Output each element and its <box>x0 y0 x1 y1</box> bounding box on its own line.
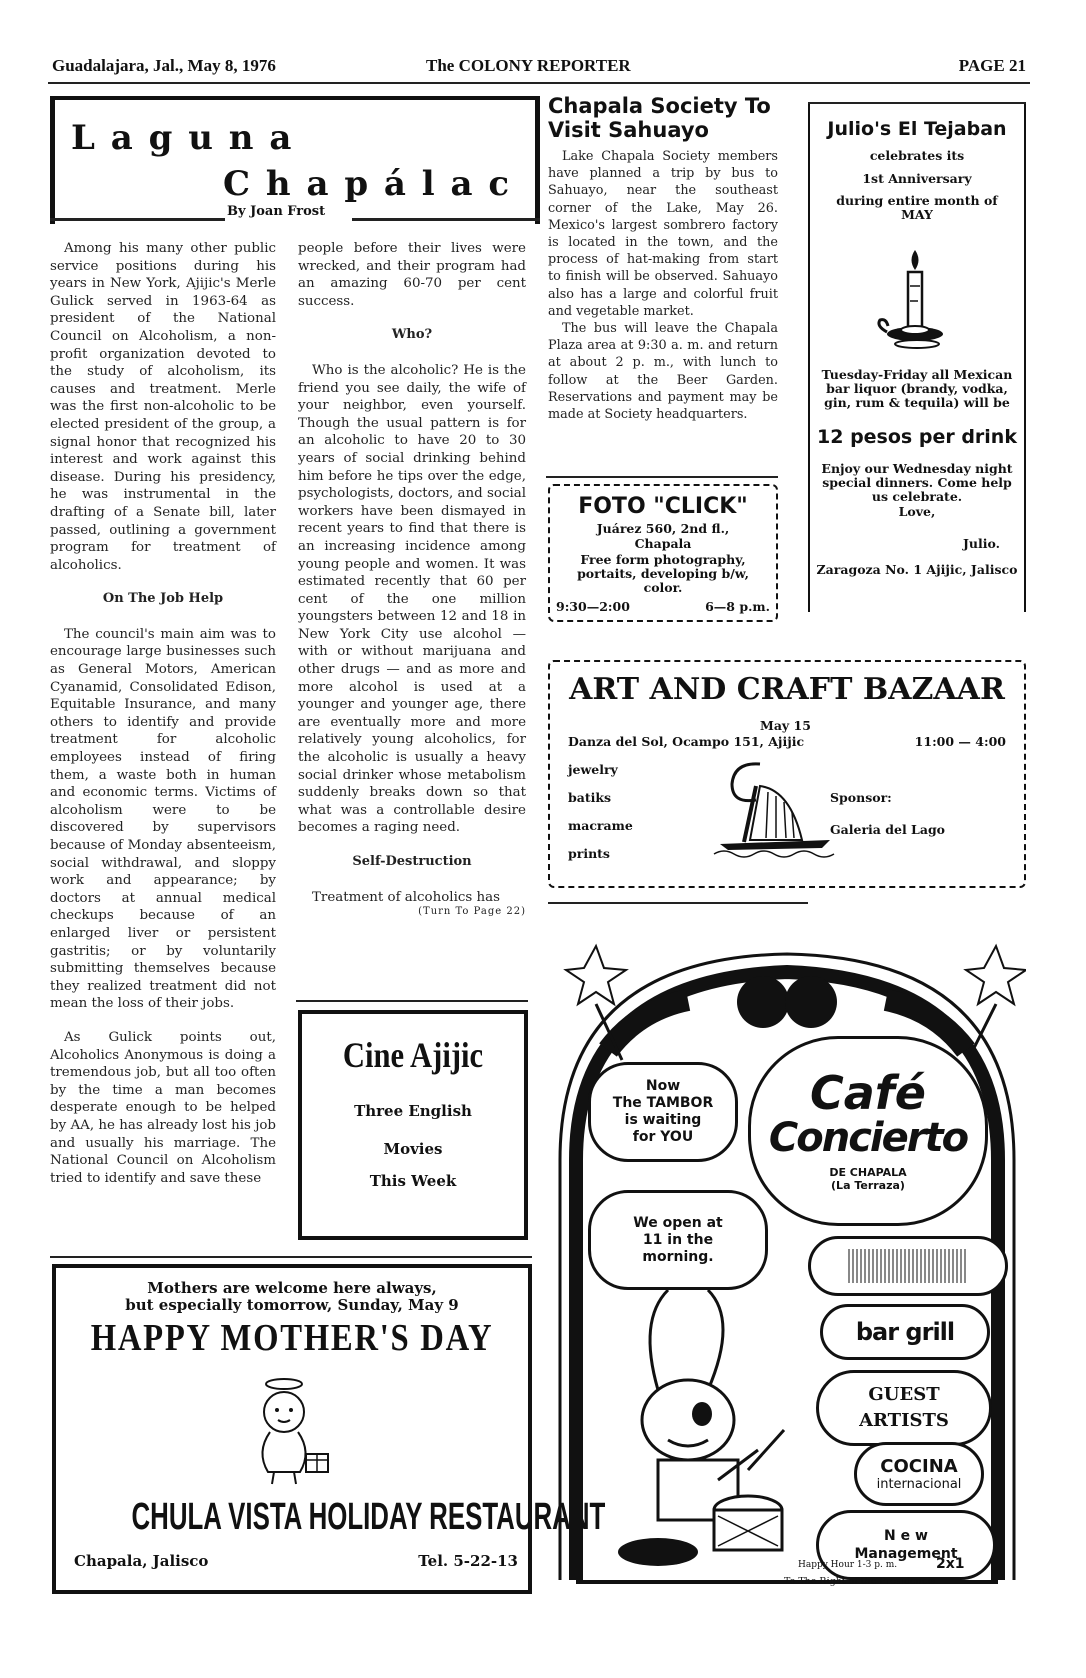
bazaar-ad <box>548 660 1026 888</box>
two-for-one: 2x1 <box>936 1556 965 1572</box>
mothers-intro-1: Mothers are welcome here always, <box>147 1279 437 1297</box>
restaurant-name: CHULA VISTA HOLIDAY RESTAURANT <box>131 1496 606 1538</box>
article-paragraph: Lake Chapala Society members have planned a trip by bus to Sahuayo, near the southeast corner of the Lake, May 26. Mexico's largest sombrero factory is located in the town, and the process of hat-making from start to finish will be observed. Sahuayo also has a large and colorful fruit and vegetable market. <box>548 149 778 319</box>
cafe-directions: To The Right of the Presidencia <box>784 1576 936 1587</box>
subhead-on-the-job: On The Job Help <box>102 591 224 607</box>
byline: By Joan Frost <box>227 204 326 219</box>
happy-hour: Happy Hour 1-3 p. m. <box>798 1560 898 1570</box>
masthead <box>52 56 1026 78</box>
bazaar-item: jewelry <box>568 762 618 777</box>
article-paragraph: people before their lives were wrecked, and their program had an amazing 60-70 per cent success. <box>298 241 526 309</box>
bazaar-sponsor-label: Sponsor: <box>830 790 892 805</box>
tejaban-promo: Tuesday-Friday all Mexican bar liquor (brandy, vodka, gin, rum & tequila) will be <box>821 367 1013 410</box>
restaurant-location: Chapala, Jalisco <box>74 1552 209 1570</box>
tejaban-price: 12 pesos per drink <box>817 426 1017 448</box>
foto-services: Free form photography, portaits, developing b/w, color. <box>577 552 749 595</box>
foto-hours-am: 9:30—2:00 <box>556 599 630 614</box>
bazaar-item: batiks <box>568 790 612 805</box>
cine-line3: This Week <box>369 1172 457 1190</box>
bazaar-item: prints <box>568 846 610 861</box>
bubble-text: N e w <box>884 1528 928 1544</box>
bubble-text: Now <box>645 1078 681 1094</box>
speech-bubble-guest-artists <box>816 1370 992 1446</box>
tejaban-ad <box>808 104 1026 612</box>
mothers-intro-2: but especially tomorrow, Sunday, May 9 <box>125 1296 459 1314</box>
sailboat-logo-icon <box>710 760 840 860</box>
cine-ajijic-ad <box>298 1010 528 1240</box>
tejaban-line3: during entire month of <box>836 193 998 208</box>
mothers-day-ad <box>52 1264 606 1594</box>
mothers-headline: HAPPY MOTHER'S DAY <box>90 1317 494 1359</box>
cine-line1: Three English <box>354 1102 472 1120</box>
article-paragraph: Who is the alcoholic? He is the friend you see daily, the wife of your neighbor, even yourself. Though the usual pattern is for an alcoholic to have 20 to 30 years of social drinking behind him before he tips over the edge, psychologists, doctors, and social workers have been dismayed in recent years to find that there is an increasing incidence among young people and women. It was estimated recently that 60 per cent of the one million youngsters between 12 and 18 in New York City use alcohol — with or without marijuana and other drugs — and as more and more alcohol is used at a younger and younger age, there are eventually more and more relatively young alcoholics, for the alcoholic is usually a heavy social drinker whose metabolism suddenly breaks down so that what was a controllable desire becomes a raging need. <box>298 362 526 836</box>
cine-line2: Movies <box>383 1140 443 1158</box>
subhead-self-destruction: Self-Destruction <box>352 854 472 869</box>
byline-rule-left <box>50 218 225 221</box>
column-title-line1: L a g u n a <box>71 118 294 158</box>
tejaban-signature: Julio. <box>963 536 1000 551</box>
bubble-text: The TAMBOR <box>612 1095 714 1111</box>
paper-name: The COLONY REPORTER <box>426 56 631 75</box>
bazaar-location: Danza del Sol, Ocampo 151, Ajijic <box>568 734 805 749</box>
mothers-top-rule <box>50 1256 532 1258</box>
article-paragraph: As Gulick points out, Alcoholics Anonymous is doing a tremendous job, but all too often by the time a man becomes desperate enough to be helped by AA, he has already lost his job and usually his marriage. The National Council on Alcoholism tried to identify and save these <box>50 1029 276 1186</box>
dateline: Guadalajara, Jal., May 8, 1976 <box>52 56 276 75</box>
bazaar-date: May 15 <box>760 718 811 733</box>
article-column-2 <box>298 240 526 918</box>
tejaban-address: Zaragoza No. 1 Ajijic, Jalisco <box>816 562 1018 577</box>
cherub-illustration <box>226 1372 366 1492</box>
article-paragraph: The council's main aim was to encourage large businesses such as General Motors, American Cyanamid, Consolidated Edison, Equitable Insurance, and many others to identify and provide treatment for alcoholic employees instead of firing them, a waste both in human and economic terms. Victims of alcoholism were to be discovered by supervisors because of Monday absenteeism, social withdrawal, and sloppy work and appearance; by doctors at annual medical checkups because of an enlarged liver or persistent gastritis; or by voluntarily submitting themselves because they realized treatment did not mean the loss of their jobs. <box>50 626 276 1012</box>
speech-bubble-illegible <box>808 1236 1008 1296</box>
cafe-logo-cloud <box>748 1036 988 1226</box>
speech-bubble-open <box>588 1190 768 1290</box>
bubble-text: ARTISTS <box>859 1410 949 1431</box>
bubble-text: is waiting <box>624 1112 702 1128</box>
chapala-end-rule <box>546 476 778 478</box>
tejaban-dinners: Enjoy our Wednesday night special dinners. Come help us celebrate. <box>821 461 1013 504</box>
speech-bubble-bar-grill <box>820 1304 990 1360</box>
cafe-logo-line1: Café <box>809 1066 926 1120</box>
illegible-text <box>848 1249 968 1283</box>
foto-hours-pm: 6—8 p.m. <box>705 599 770 614</box>
chapala-society-article <box>548 148 778 423</box>
cafe-sub1: DE CHAPALA <box>829 1166 907 1179</box>
bazaar-hours: 11:00 — 4:00 <box>914 734 1006 749</box>
article-paragraph: Treatment of alcoholics has <box>312 889 500 905</box>
bubble-text: Management <box>854 1546 958 1562</box>
bazaar-title: ART AND CRAFT BAZAAR <box>569 672 1005 707</box>
cocina-sub: internacional <box>876 1477 962 1492</box>
restaurant-phone: Tel. 5-22-13 <box>418 1552 518 1570</box>
cafe-concierto-ad <box>548 940 1026 1600</box>
foto-click-ad <box>548 484 778 622</box>
page-number: PAGE 21 <box>958 56 1026 75</box>
tejaban-line4: MAY <box>901 207 933 222</box>
cocina-text: COCINA <box>880 1456 958 1477</box>
column-end-rule <box>296 1000 528 1002</box>
article-paragraph: Among his many other public service positions during his years in New York, Ajijic's Merle Gulick served in 1963-64 as president of the National Council on Alcoholism, a non-profit organization devoted to the study of alcoholism, its causes and treatment. Merle was the first non-alcoholic to be elected president of the group, a signal honor that recognized his interest and work against this disease. During his presidency, he was instrumental in the drafting of a Senate bill, later passed, outlining a government program for treatment of alcoholics. <box>50 241 276 573</box>
chapala-society-headline: Chapala Society To Visit Sahuayo <box>548 94 771 142</box>
jump-line[interactable]: (Turn To Page 22) <box>418 906 526 918</box>
masthead-rule <box>48 82 1030 84</box>
bazaar-sponsor: Galeria del Lago <box>830 822 946 837</box>
subhead-who: Who? <box>391 327 433 343</box>
article-paragraph: The bus will leave the Chapala Plaza area at 9:30 a. m. and return at about 2 p. m., with lunch to follow at the Beer Garden. Reservations and payment may be made at Society headquarters. <box>548 321 778 423</box>
foto-address-2: Chapala <box>634 536 692 551</box>
bubble-text: for YOU <box>632 1129 694 1145</box>
tejaban-line2: 1st Anniversary <box>862 171 972 186</box>
article-column-1 <box>50 240 276 1203</box>
candle-icon <box>870 246 960 356</box>
byline-rule-right <box>352 218 540 221</box>
tejaban-line1: celebrates its <box>869 148 965 163</box>
cafe-logo-line2: Concierto <box>768 1115 968 1161</box>
bar-grill-text: bar grill <box>855 1318 955 1346</box>
foto-title: FOTO "CLICK" <box>578 494 748 519</box>
cine-title: Cine Ajijic <box>342 1035 484 1075</box>
foto-address-1: Juárez 560, 2nd fl., <box>596 521 730 536</box>
tejaban-title: Julio's El Tejaban <box>827 118 1007 140</box>
speech-bubble-cocina <box>854 1442 984 1506</box>
bubble-text: 11 in the <box>642 1231 714 1248</box>
cafe-sub2: (La Terraza) <box>831 1179 905 1192</box>
bazaar-item: macrame <box>568 818 633 833</box>
bazaar-bottom-rule <box>548 902 808 904</box>
rabbit-drummer-illustration <box>598 1280 818 1570</box>
bubble-text: morning. <box>642 1248 714 1265</box>
tejaban-love: Love, <box>898 504 936 519</box>
bubble-text: GUEST <box>868 1384 940 1405</box>
speech-bubble-tambor <box>588 1062 738 1162</box>
bubble-text: We open at <box>633 1214 723 1231</box>
column-title-line2: C h a p á l a c <box>223 164 512 204</box>
